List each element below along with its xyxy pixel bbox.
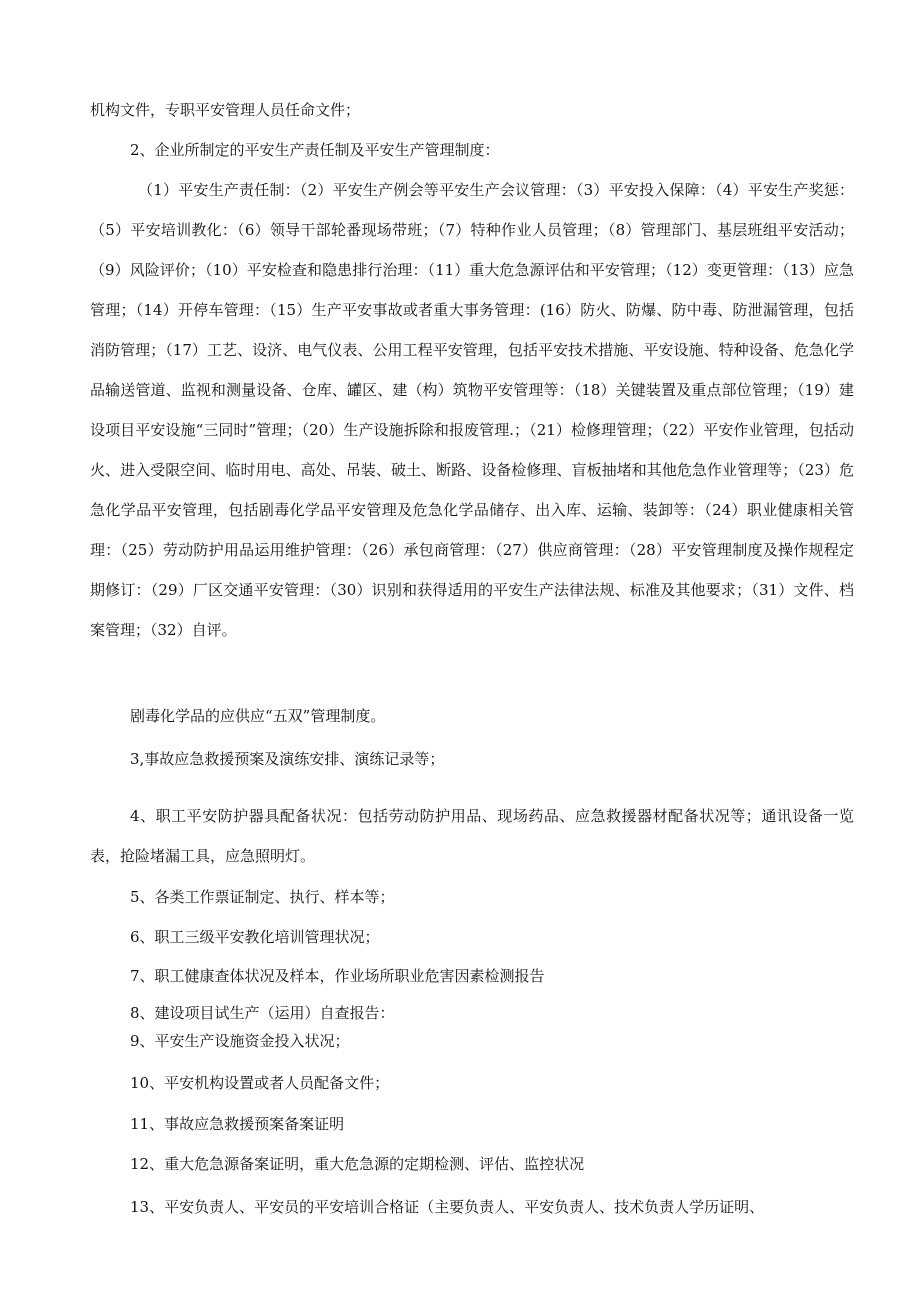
paragraph-item-2: 2、企业所制定的平安生产责任制及平安生产管理制度： [130,141,500,159]
paragraph-item-12: 12、重大危急源备案证明，重大危急源的定期检测、评估、监控状况 [130,1155,585,1173]
paragraph-org-documents: 机构文件，专职平安管理人员任命文件； [90,101,361,119]
paragraph-item-4: 4、职工平安防护器具配备状况：包括劳动防护用品、现场药品、应急救援器材配备状况等；通讯设备一览表，抢险堵漏工具，应急照明灯。 [90,807,854,865]
paragraph-toxic-chemicals: 剧毒化学品的应供应“五双”管理制度。 [130,707,386,725]
paragraph-item-6: 6、职工三级平安教化培训管理状况； [130,928,380,946]
paragraph-item-5: 5、各类工作票证制定、执行、样本等； [130,888,395,906]
paragraph-item-3: 3,事故应急救援预案及演练安排、演练记录等； [130,750,445,768]
paragraph-item-11: 11、事故应急救援预案备案证明 [130,1115,345,1133]
paragraph-item-10: 10、平安机构设置或者人员配备文件； [130,1074,390,1092]
paragraph-item-7: 7、职工健康查体状况及样本，作业场所职业危害因素检测报告 [130,967,545,985]
paragraph-item-8: 8、建设项目试生产（运用）自查报告： [130,1004,395,1022]
paragraph-item-9: 9、平安生产设施资金投入状况； [130,1032,350,1050]
paragraph-item-13: 13、平安负责人、平安员的平安培训合格证（主要负责人、平安负责人、技术负责人学历证明、 [130,1198,765,1216]
paragraph-item-2-details: （1）平安生产责任制：（2）平安生产例会等平安生产会议管理：（3）平安投入保障：（4）平安生产奖惩：（5）平安培训教化：（6）领导干部轮番现场带班；（7）特种作业人员管理；（8）管理部门、基层班组平安活动；（9）风险评价；（10）平安检查和隐患排行治理：（11）重大危急源评估和平安管理；（12）变更管理：（13）应急管理；（14）开停车管理：（15）生产平安事故或者重大事务管理：(16）防火、防爆、防中毒、防泄漏管理，包括消防管理；（17）工艺、设济、电气仪表、公用工程平安管理，包括平安技术措施、平安设施、特种设备、危急化学品输送管道、监视和测量设备、仓库、罐区、建（构）筑物平安管理等：（18）关键装置及重点部位管理；（19）建设项目平安设施“三同时”管理；（20）生产设施拆除和报废管理.；（21）检修理管理；（22）平安作业管理，包括动火、进入受限空间、临时用电、高处、吊装、破土、断路、设备检修理、盲板抽堵和其他危急作业管理等；（23）危急化学品平安管理，包括剧毒化学品平安管理及危急化学品储存、出入库、运输、装卸等：（24）职业健康相关管理：（25）劳动防护用品运用维护管理：（26）承包商管理：（27）供应商管理：（28）平安管理制度及操作规程定期修订：（29）厂区交通平安管理：（30）识别和获得适用的平安生产法律法规、标准及其他要求；（31）文件、档案管理；（32）自评。 [90,181,854,639]
